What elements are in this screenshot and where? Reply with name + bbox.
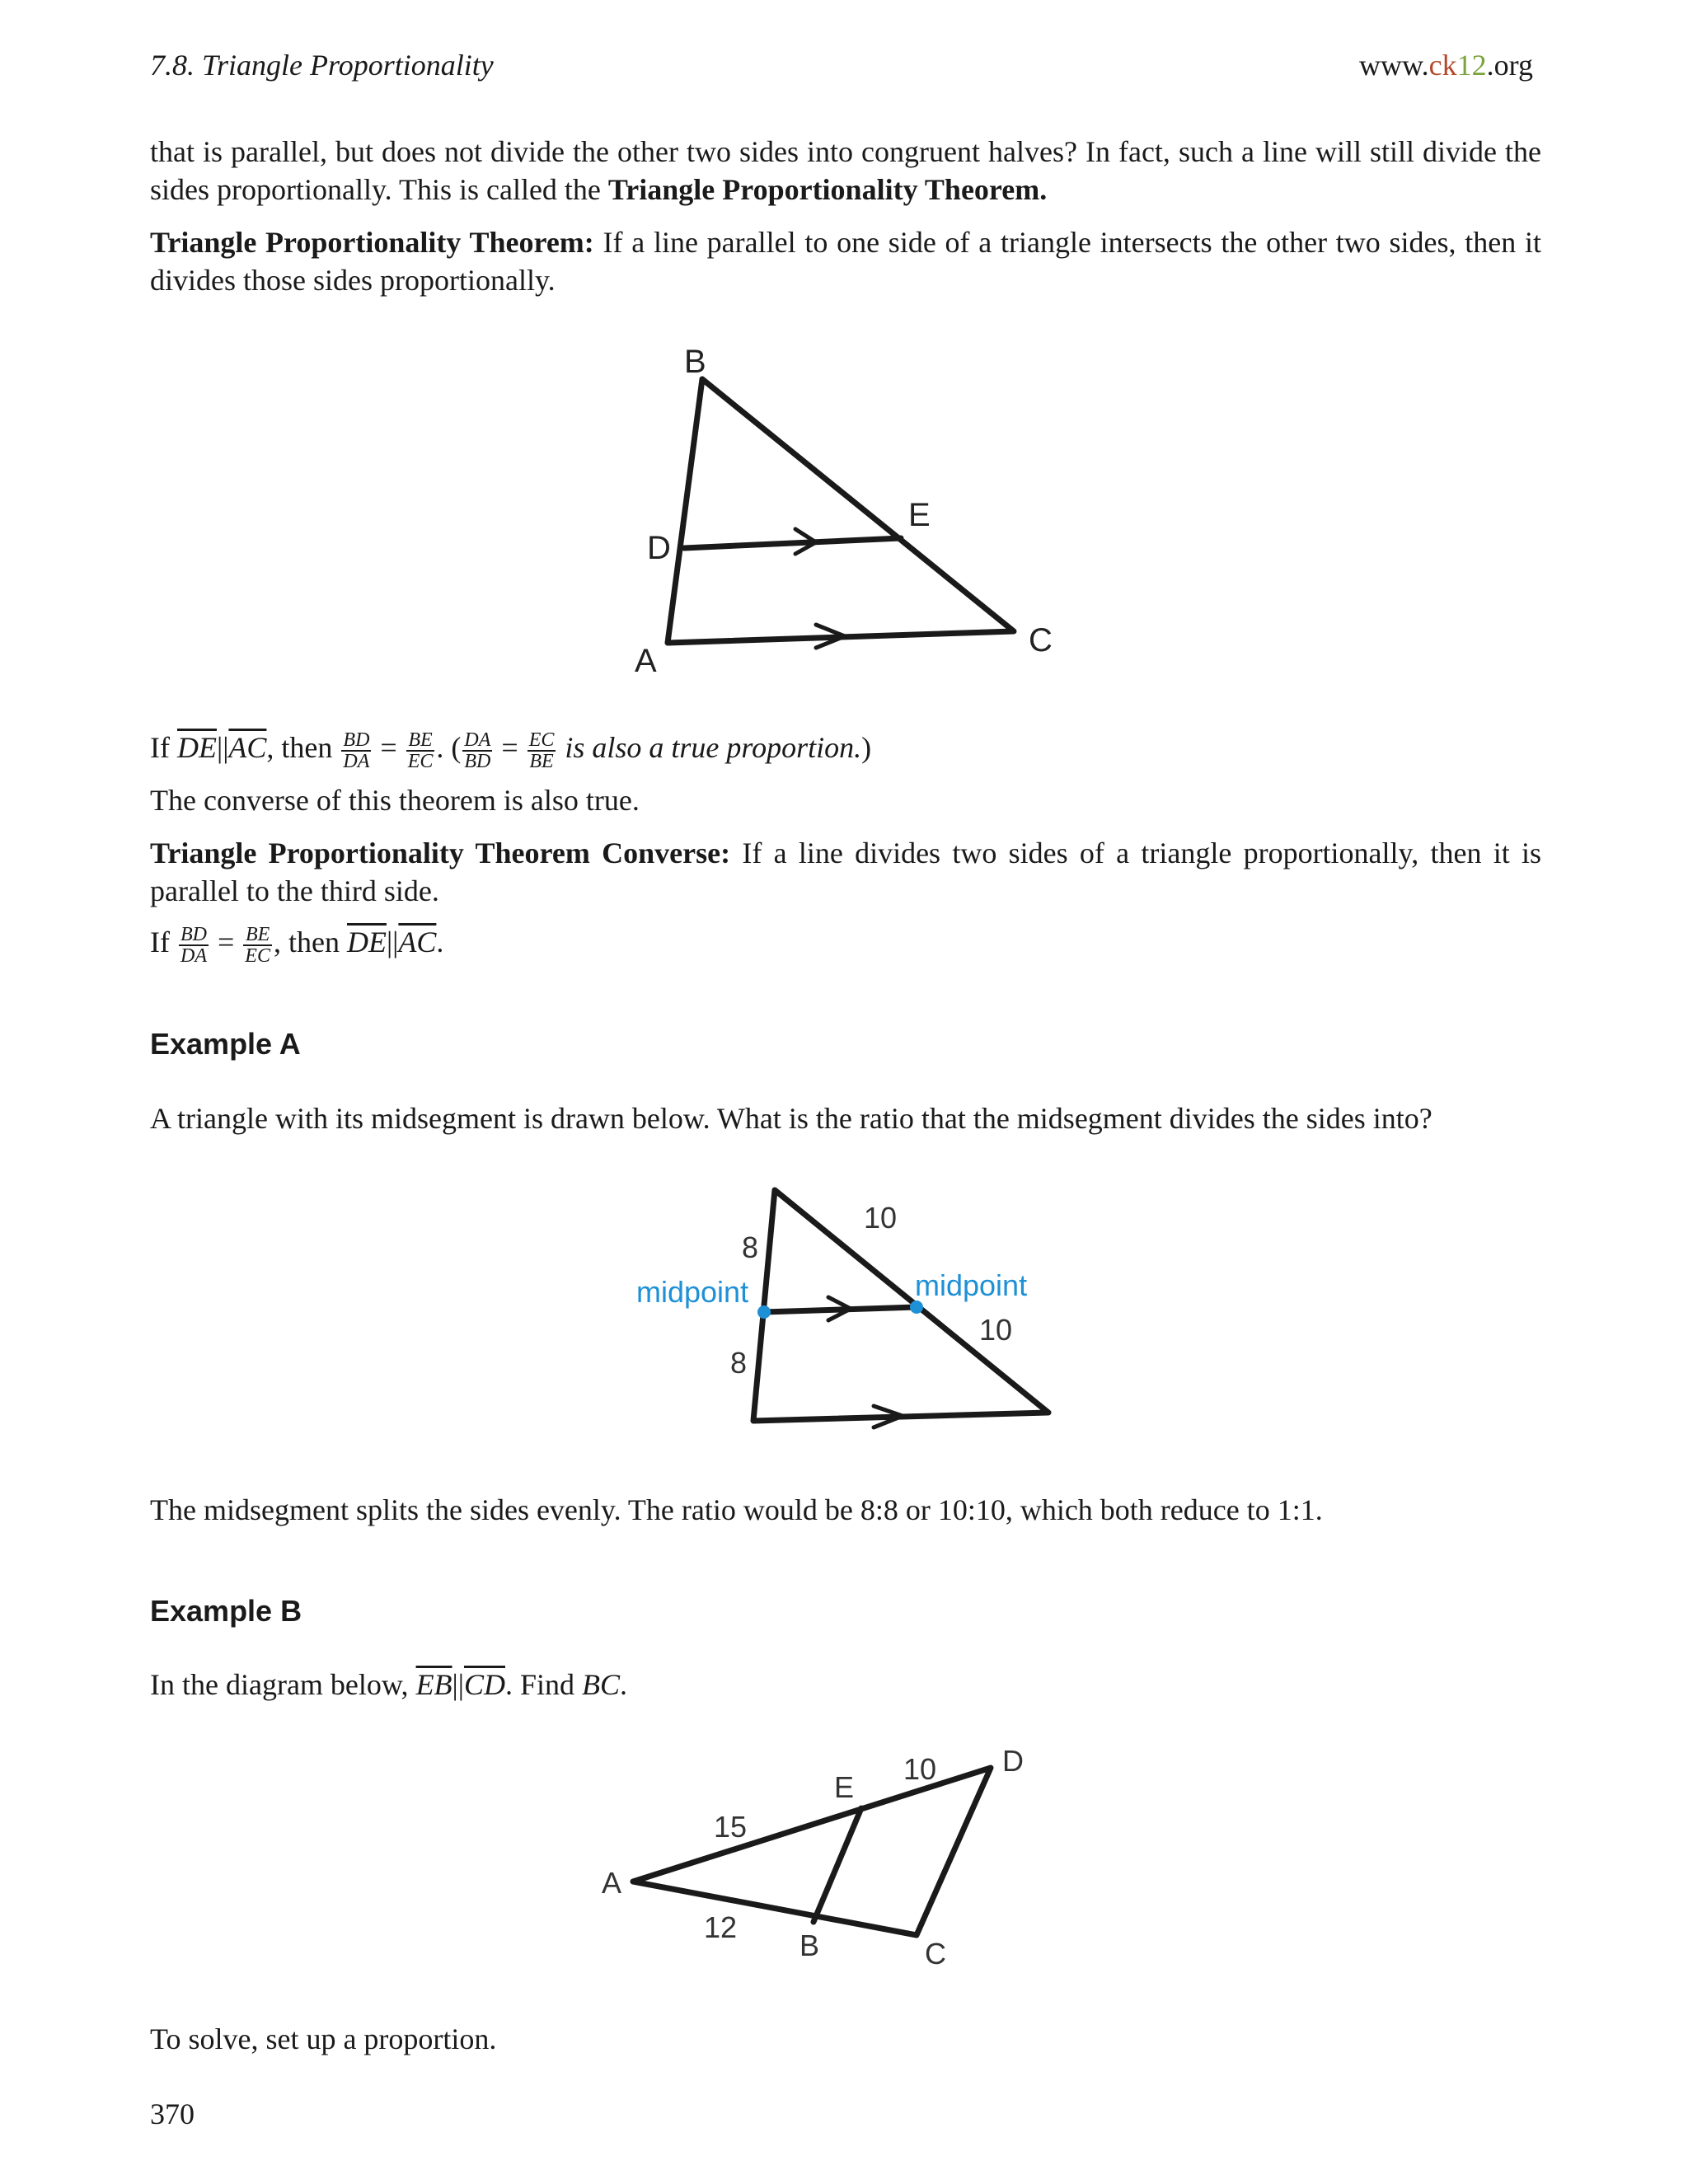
midpoint-dot-left [757,1305,771,1319]
proportion-line-2 [150,923,443,966]
label-right-bottom: 10 [979,1313,1013,1347]
intro-text: that is parallel, but does not divide the other two sides into congruent halves? In fact, such a line will still divide the sides proportionally. This is called the [150,135,1541,206]
fraction-bd-da [341,730,371,771]
eb-q-eb: $\overline{EB}$ [415,1668,452,1701]
p2-de: $\overline{DE}$ [346,926,387,958]
midpoint-label-right: midpoint [915,1268,1028,1302]
label-right-top: 10 [864,1201,898,1235]
p1-then: , then [266,731,340,764]
site-12: 12 [1456,49,1487,82]
triangle-figure [626,338,1071,684]
theorem-paragraph [150,223,1541,299]
fraction-be-ec [243,925,272,966]
converse-paragraph [150,834,1541,910]
site-link[interactable] [1359,48,1533,82]
p1-tail: is also a true proportion. [557,731,862,764]
label-b: B [799,1929,820,1962]
label-a: A [602,1866,622,1900]
p2-then: , then [273,926,347,958]
midsegment-line [764,1307,917,1312]
proportion-line-1 [150,729,871,771]
eb-q-bc: BC [582,1668,621,1701]
example-b-heading: Example B [150,1594,302,1628]
frac-den: EC [407,750,434,772]
label-12: 12 [704,1910,738,1944]
label-e: E [908,497,931,533]
p2-if: If [150,926,177,958]
theorem-term: Triangle Proportionality Theorem: [150,226,594,259]
example-a-question: A triangle with its midsegment is drawn below. What is the ratio that the midsegment divides the sides into? [150,1102,1432,1135]
p1-equals-2: = [494,731,526,764]
example-b-figure [593,1743,1055,1982]
midsegment-figure [626,1170,1071,1442]
site-suffix: .org [1486,49,1533,82]
midpoint-label-left: midpoint [636,1275,749,1309]
eb-q-pre: In the diagram below, [150,1668,416,1701]
example-a-heading: Example A [150,1027,301,1061]
p2-ac: $\overline{AC}$ [398,926,437,958]
site-ck: ck [1428,49,1457,82]
label-a: A [635,643,657,679]
frac-den: EC [245,944,270,967]
frac-den: DA [180,944,207,967]
frac-num: BD [343,729,370,751]
site-prefix: www. [1359,49,1429,82]
label-c: C [1029,622,1053,658]
p1-parallel: || [216,731,229,764]
fraction-be-ec [406,730,435,771]
label-d: D [1002,1744,1024,1778]
intro-bold: Triangle Proportionality Theorem. [607,173,1048,206]
label-10: 10 [903,1752,937,1786]
p1-de: $\overline{DE}$ [176,731,217,764]
fraction-ec-be [528,730,556,771]
fraction-da-bd [462,730,492,771]
p1-equals: = [373,731,405,764]
frac-num: BE [406,730,435,752]
p2-parallel: || [386,926,399,958]
label-d: D [647,530,671,566]
eb-q-end: . [620,1668,628,1701]
frac-den: BD [464,750,491,772]
frac-num: EC [528,729,555,751]
example-b-question [150,1666,627,1704]
label-left-top: 8 [742,1230,759,1264]
eb-q-mid: . Find [504,1668,583,1701]
frac-den: DA [343,750,370,772]
converse-note: The converse of this theorem is also true. [150,784,640,817]
intro-paragraph [150,133,1541,209]
triangle-outline [668,379,1014,643]
p1-dot-paren: . ( [436,731,462,764]
triangle-outline [633,1768,991,1935]
theorem-text: If a line parallel to one side of a triangle intersects the other two sides, then it divides those sides proportionally. [150,226,1542,297]
midpoint-dot-right [910,1301,923,1314]
p1-ac: $\overline{AC}$ [228,731,267,764]
example-b-solve: To solve, set up a proportion. [150,2022,497,2055]
label-left-bottom: 8 [730,1346,748,1380]
label-b: B [684,344,706,380]
frac-num: DA [464,729,491,751]
p2-equals: = [209,926,242,958]
page-number: 370 [150,2097,195,2130]
p1-if: If [150,731,177,764]
label-15: 15 [714,1810,748,1844]
converse-term: Triangle Proportionality Theorem Converse: [150,837,731,869]
frac-num: BE [243,925,272,946]
eb-q-parallel: || [452,1668,464,1701]
frac-den: BE [529,750,554,772]
label-c: C [925,1937,946,1971]
converse-text: If a line divides two sides of a triangle proportionally, then it is parallel to the third side. [150,837,1541,907]
example-a-answer: The midsegment splits the sides evenly. The ratio would be 8:8 or 10:10, which both reduce to 1:1. [150,1493,1323,1526]
fraction-bd-da [179,925,209,966]
segment-de [684,538,901,548]
p2-end: . [436,926,444,958]
section-header: 7.8. Triangle Proportionality [150,49,494,82]
eb-q-cd: $\overline{CD}$ [463,1668,505,1701]
label-e: E [834,1770,855,1804]
p1-close: ) [861,731,872,764]
frac-num: BD [180,923,207,945]
segment-eb [814,1808,861,1922]
